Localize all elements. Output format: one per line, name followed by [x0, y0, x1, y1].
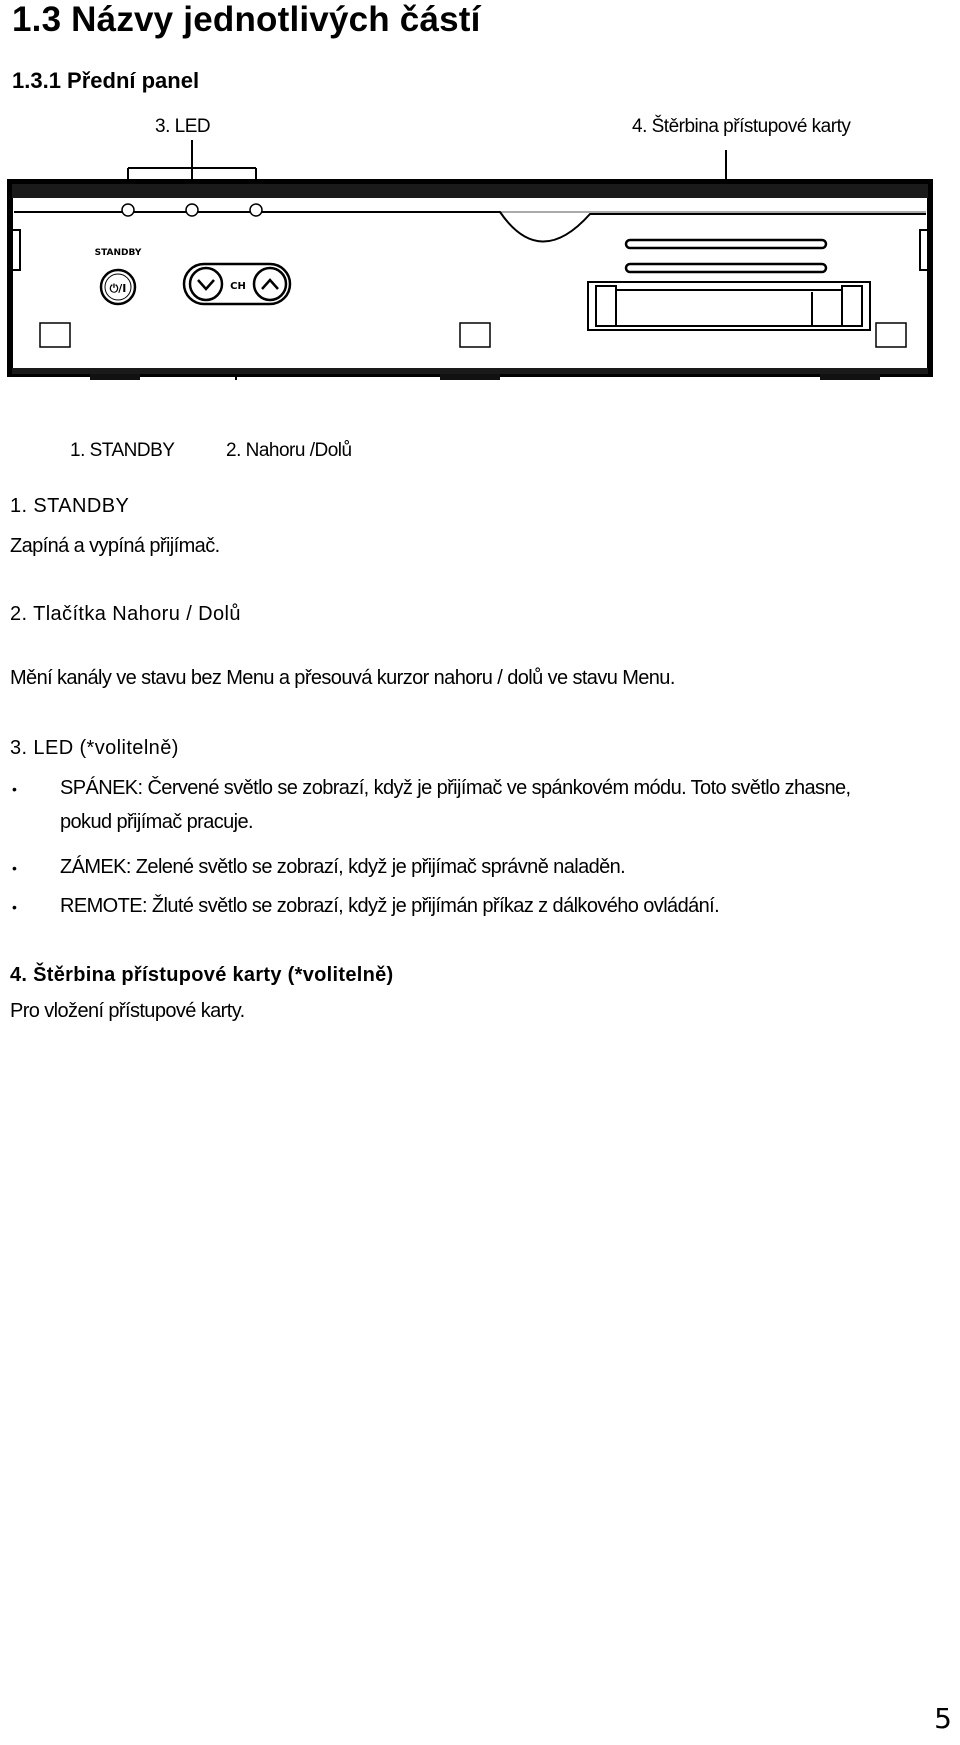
bullet-marker: • — [12, 781, 17, 797]
page-number: 5 — [934, 1702, 952, 1735]
updown-description: Mění kanály ve stavu bez Menu a přesouvá kurzor nahoru / dolů ve stavu Menu. — [10, 667, 675, 689]
bullet-marker: • — [12, 899, 17, 915]
standby-heading: 1. STANDBY — [10, 495, 130, 517]
callout-standby: 1. STANDBY — [70, 440, 175, 461]
callout-card-slot: 4. Štěrbina přístupové karty — [632, 116, 851, 137]
section-subtitle: 1.3.1 Přední panel — [12, 68, 200, 93]
standby-panel-label: STANDBY — [94, 248, 142, 258]
led-bullet-remote: REMOTE: Žluté světlo se zobrazí, když je přijímán příkaz z dálkového ovládání. — [60, 895, 720, 917]
led-heading: 3. LED (*volitelně) — [10, 737, 179, 759]
bullet-marker: • — [12, 860, 17, 876]
standby-description: Zapíná a vypíná přijímač. — [10, 535, 220, 557]
card-slot-description: Pro vložení přístupové karty. — [10, 1000, 245, 1022]
ch-label: CH — [230, 281, 246, 292]
led-bullet-sleep: SPÁNEK: Červené světlo se zobrazí, když je přijímač ve spánkovém módu. Toto světlo zhasne, — [60, 777, 851, 799]
front-panel-diagram — [0, 140, 960, 380]
callout-led: 3. LED — [155, 116, 211, 137]
channel-buttons — [184, 264, 290, 304]
updown-heading: 2. Tlačítka Nahoru / Dolů — [10, 603, 241, 625]
callout-updown: 2. Nahoru /Dolů — [226, 440, 352, 461]
card-slot-heading: 4. Štěrbina přístupové karty (*volitelně) — [10, 964, 394, 986]
led-bullet-sleep-cont: pokud přijímač pracuje. — [60, 811, 253, 833]
led-bullet-lock: ZÁMEK: Zelené světlo se zobrazí, když je přijímač správně naladěn. — [60, 856, 626, 878]
page-title: 1.3 Názvy jednotlivých částí — [12, 0, 481, 39]
power-icon: ⏻/I — [109, 282, 127, 295]
